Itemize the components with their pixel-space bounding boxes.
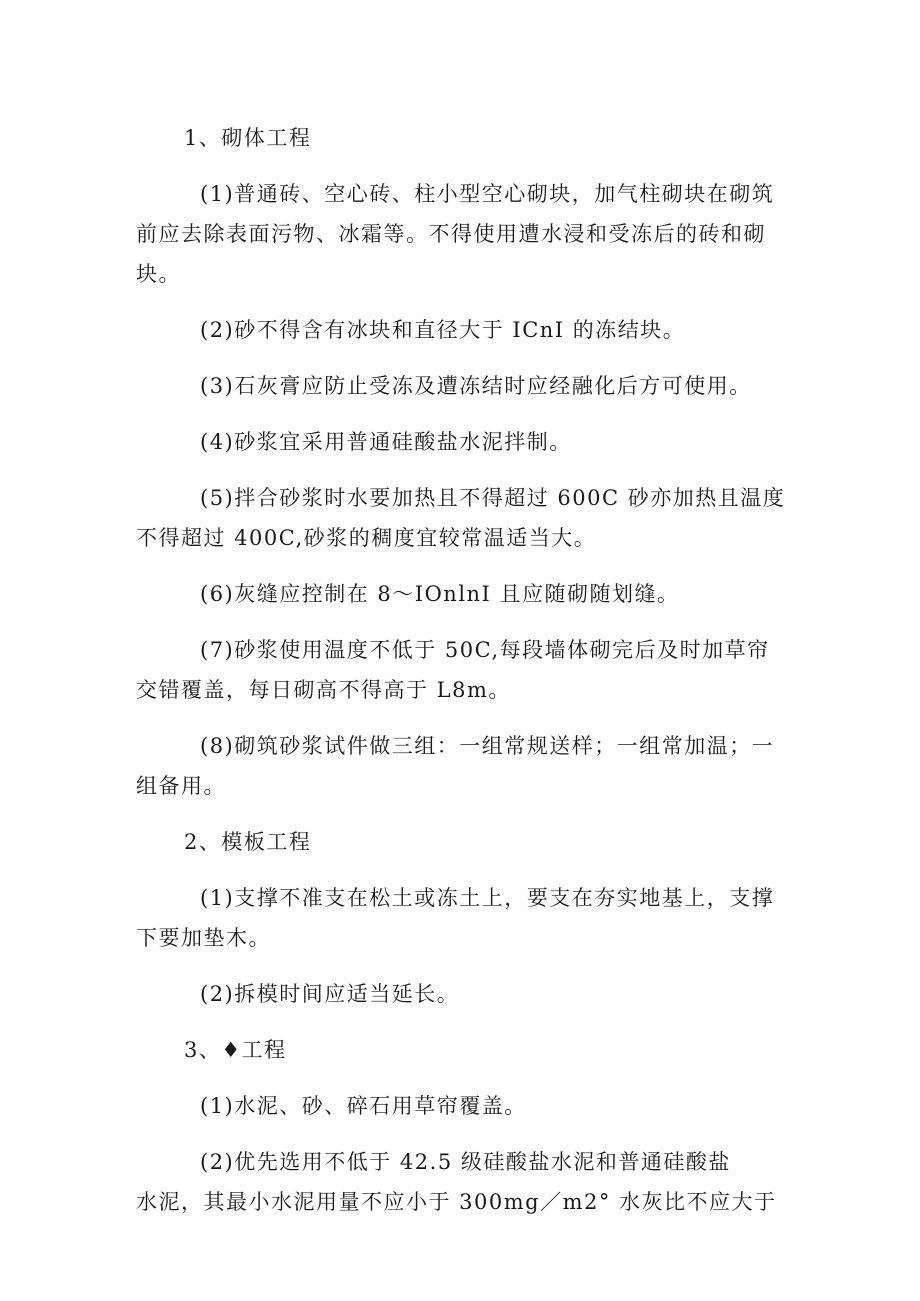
document-page	[136, 118, 792, 1222]
paragraph-line: (4)砂浆宜采用普通硅酸盐水泥拌制。	[200, 430, 572, 454]
paragraph-line: 交错覆盖，每日砌高不得高于 L8m。	[136, 678, 511, 702]
paragraph-line: (2)优先选用不低于 42.5 级硅酸盐水泥和普通硅酸盐	[200, 1150, 731, 1174]
paragraph-line: (2)砂不得含有冰块和直径大于 ICnI 的冻结块。	[200, 318, 686, 342]
paragraph-line: 下要加垫木。	[136, 926, 271, 950]
paragraph-line: 块。	[136, 262, 181, 286]
paragraph-line: (8)砌筑砂浆试件做三组：一组常规送样；一组常加温；一	[200, 734, 775, 758]
paragraph-line: (7)砂浆使用温度不低于 50C,每段墙体砌完后及时加草帘	[200, 638, 770, 662]
paragraph-line: (3)石灰膏应防止受冻及遭冻结时应经融化后方可使用。	[200, 374, 752, 398]
section-heading-masonry: 1、砌体工程	[184, 126, 312, 150]
paragraph-line: (1)普通砖、空心砖、柱小型空心砌块，加气柱砌块在砌筑	[200, 182, 775, 206]
paragraph-line: 组备用。	[136, 774, 226, 798]
section-heading-formwork: 2、模板工程	[184, 830, 312, 854]
paragraph-line: 前应去除表面污物、冰霜等。不得使用遭水浸和受冻后的砖和砌	[136, 222, 766, 246]
paragraph-line: (6)灰缝应控制在 8～IOnlnI 且应随砌随划缝。	[200, 582, 680, 606]
section-heading-concrete: 3、♦工程	[184, 1038, 287, 1062]
paragraph-line: (1)支撑不准支在松土或冻土上，要支在夯实地基上，支撑	[200, 886, 775, 910]
paragraph-line: (2)拆模时间应适当延长。	[200, 982, 460, 1006]
paragraph-line: 不得超过 400C,砂浆的稠度宜较常温适当大。	[136, 526, 597, 550]
paragraph-line: 水泥，其最小水泥用量不应小于 300mg／m2° 水灰比不应大于	[136, 1190, 777, 1214]
paragraph-line: (5)拌合砂浆时水要加热且不得超过 600C 砂亦加热且温度	[200, 486, 786, 510]
paragraph-line: (1)水泥、砂、碎石用草帘覆盖。	[200, 1094, 527, 1118]
